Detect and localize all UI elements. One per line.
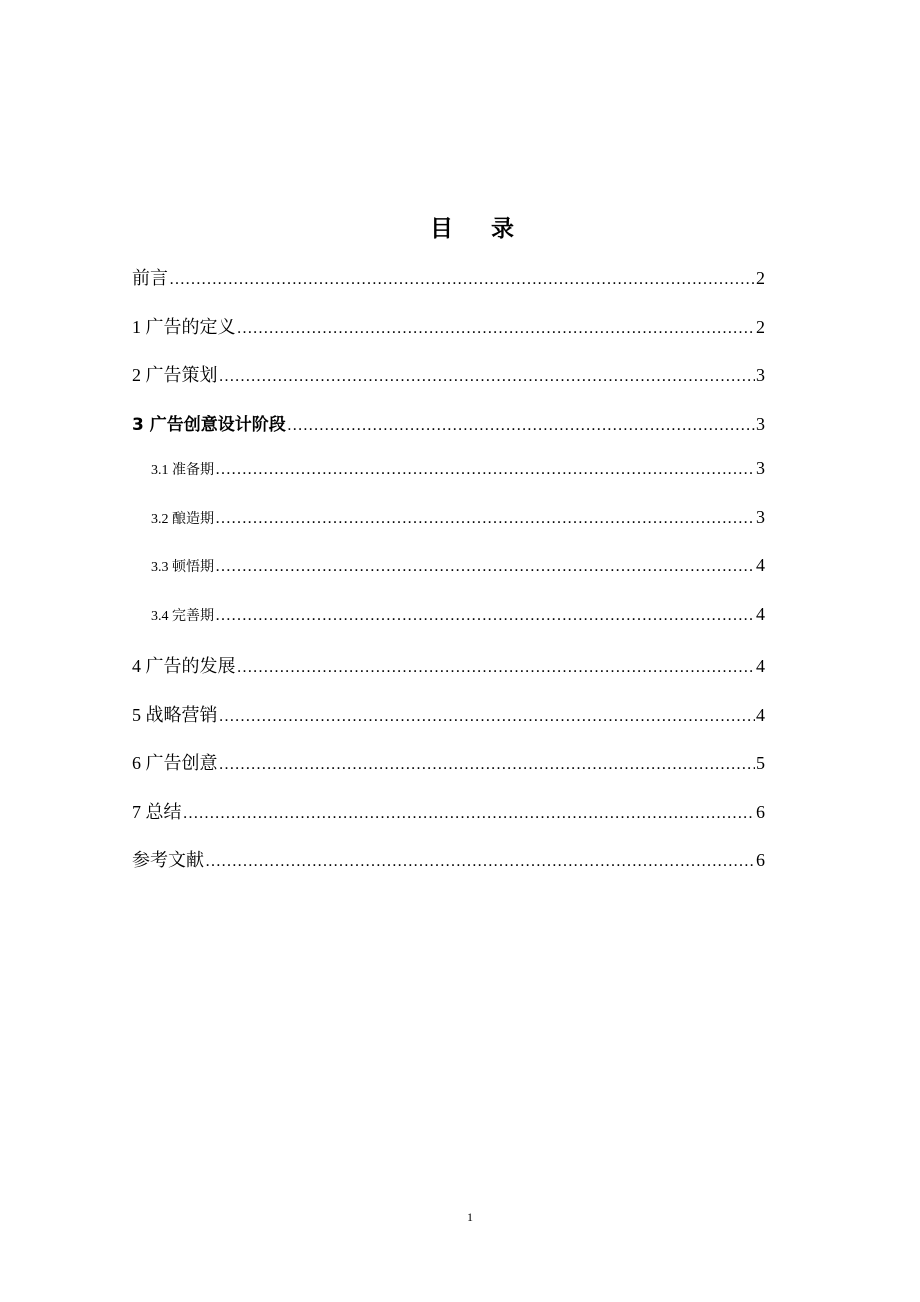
toc-entry-label: 5 战略营销 [132, 704, 218, 725]
toc-entry-page: 5 [756, 753, 765, 773]
toc-leader-dots [215, 558, 755, 576]
toc-leader-dots [215, 607, 755, 625]
toc-entry-1[interactable] [132, 313, 765, 362]
toc-leader-dots [183, 805, 756, 823]
toc-entry-page: 3 [756, 413, 765, 434]
toc-entry-preface[interactable] [132, 264, 765, 313]
toc-entry-page: 4 [756, 555, 765, 575]
toc-entry-label: 2 广告策划 [132, 365, 218, 385]
toc-entry-label: 前言 [132, 268, 168, 288]
toc-leader-dots [219, 756, 756, 774]
toc-title [0, 210, 920, 243]
toc-leader-dots [215, 461, 755, 479]
table-of-contents [132, 264, 765, 895]
toc-entry-3-3[interactable] [132, 555, 765, 604]
toc-entry-page: 6 [756, 801, 765, 822]
toc-entry-label: 7 总结 [132, 801, 182, 822]
toc-entry-2[interactable] [132, 361, 765, 410]
toc-entry-label: 3.4 完善期 [151, 608, 214, 624]
toc-entry-3[interactable] [132, 410, 765, 459]
toc-entry-label: 3.2 酿造期 [151, 511, 214, 527]
toc-leader-dots [237, 659, 756, 677]
page-number: 1 [467, 1210, 473, 1224]
toc-entry-3-1[interactable] [132, 458, 765, 507]
toc-entry-page: 3 [756, 458, 765, 478]
toc-entry-page: 4 [756, 603, 765, 624]
toc-leader-dots [215, 510, 755, 528]
toc-entry-page: 4 [756, 704, 765, 725]
toc-entry-page: 2 [756, 316, 765, 337]
toc-entry-7[interactable] [132, 798, 765, 847]
toc-entry-label: 4 广告的发展 [132, 656, 236, 676]
toc-entry-5[interactable] [132, 701, 765, 750]
toc-leader-dots [219, 368, 756, 386]
toc-entry-page: 3 [756, 365, 765, 385]
toc-entry-4[interactable] [132, 652, 765, 701]
toc-leader-dots [287, 417, 755, 435]
toc-entry-3-2[interactable] [132, 507, 765, 556]
toc-leader-dots [169, 271, 755, 289]
toc-entry-label: 3.3 顿悟期 [151, 560, 214, 575]
toc-leader-dots [205, 853, 755, 871]
toc-entry-6[interactable] [132, 749, 765, 798]
toc-entry-page: 6 [756, 850, 765, 870]
toc-entry-3-4[interactable] [132, 604, 765, 653]
toc-entry-label: 3 广告创意设计阶段 [132, 414, 286, 435]
toc-entry-page: 4 [756, 656, 765, 676]
toc-entry-label: 6 广告创意 [132, 753, 218, 773]
toc-entry-references[interactable] [132, 846, 765, 895]
toc-leader-dots [219, 708, 756, 726]
toc-leader-dots [237, 320, 756, 338]
toc-entry-label: 3.1 准备期 [151, 463, 214, 478]
toc-title-part-1: 目 [430, 216, 453, 242]
toc-entry-label: 参考文献 [132, 850, 204, 870]
toc-title-part-2: 录 [491, 216, 514, 242]
toc-entry-label: 1 广告的定义 [132, 316, 236, 337]
toc-entry-page: 3 [756, 506, 765, 527]
toc-entry-page: 2 [756, 268, 765, 288]
